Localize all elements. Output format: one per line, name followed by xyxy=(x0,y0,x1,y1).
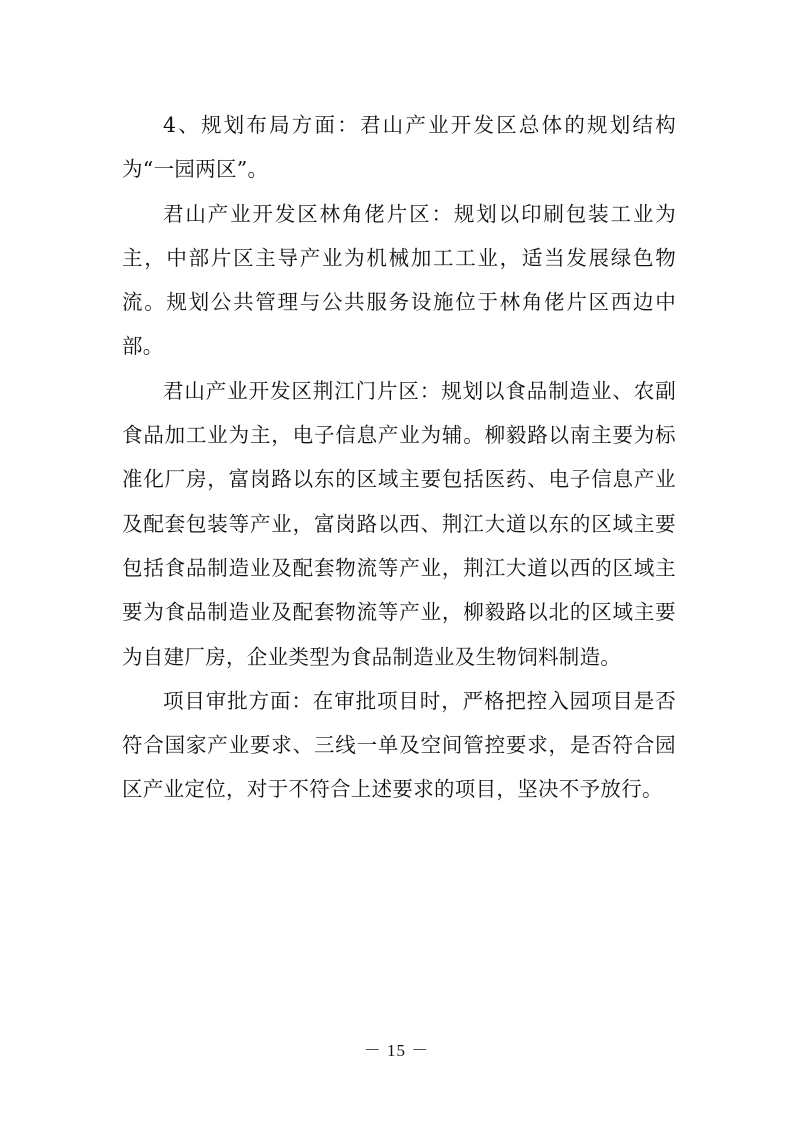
paragraph-layout-planning: 4、规划布局方面：君山产业开发区总体的规划结构为“一园两区”。 xyxy=(122,113,676,182)
page-number: － 15 － xyxy=(363,1041,430,1060)
paragraph-jingjiangmen-area: 君山产业开发区荆江门片区：规划以食品制造业、农副食品加工业为主，电子信息产业为辅。柳毅路以南主要为标准化厂房，富岗路以东的区域主要包括医药、电子信息产业及配套包装等产业，富岗路以西、荆江大道以东的区域主要包括食品制造业及配套物流等产业，荆江大道以西的区域主要为食品制造业及配套物流等产业，柳毅路以北的区域主要为自建厂房，企业类型为食品制造业及生物饲料制造。 xyxy=(122,378,676,669)
paragraph-linjiaolao-area: 君山产业开发区林角佬片区：规划以印刷包装工业为主，中部片区主导产业为机械加工工业，适当发展绿色物流。规划公共管理与公共服务设施位于林角佬片区西边中部。 xyxy=(122,201,676,359)
paragraph-project-approval: 项目审批方面：在审批项目时，严格把控入园项目是否符合国家产业要求、三线一单及空间管控要求，是否符合园区产业定位，对于不符合上述要求的项目，坚决不予放行。 xyxy=(122,688,676,802)
body-text xyxy=(122,103,676,812)
